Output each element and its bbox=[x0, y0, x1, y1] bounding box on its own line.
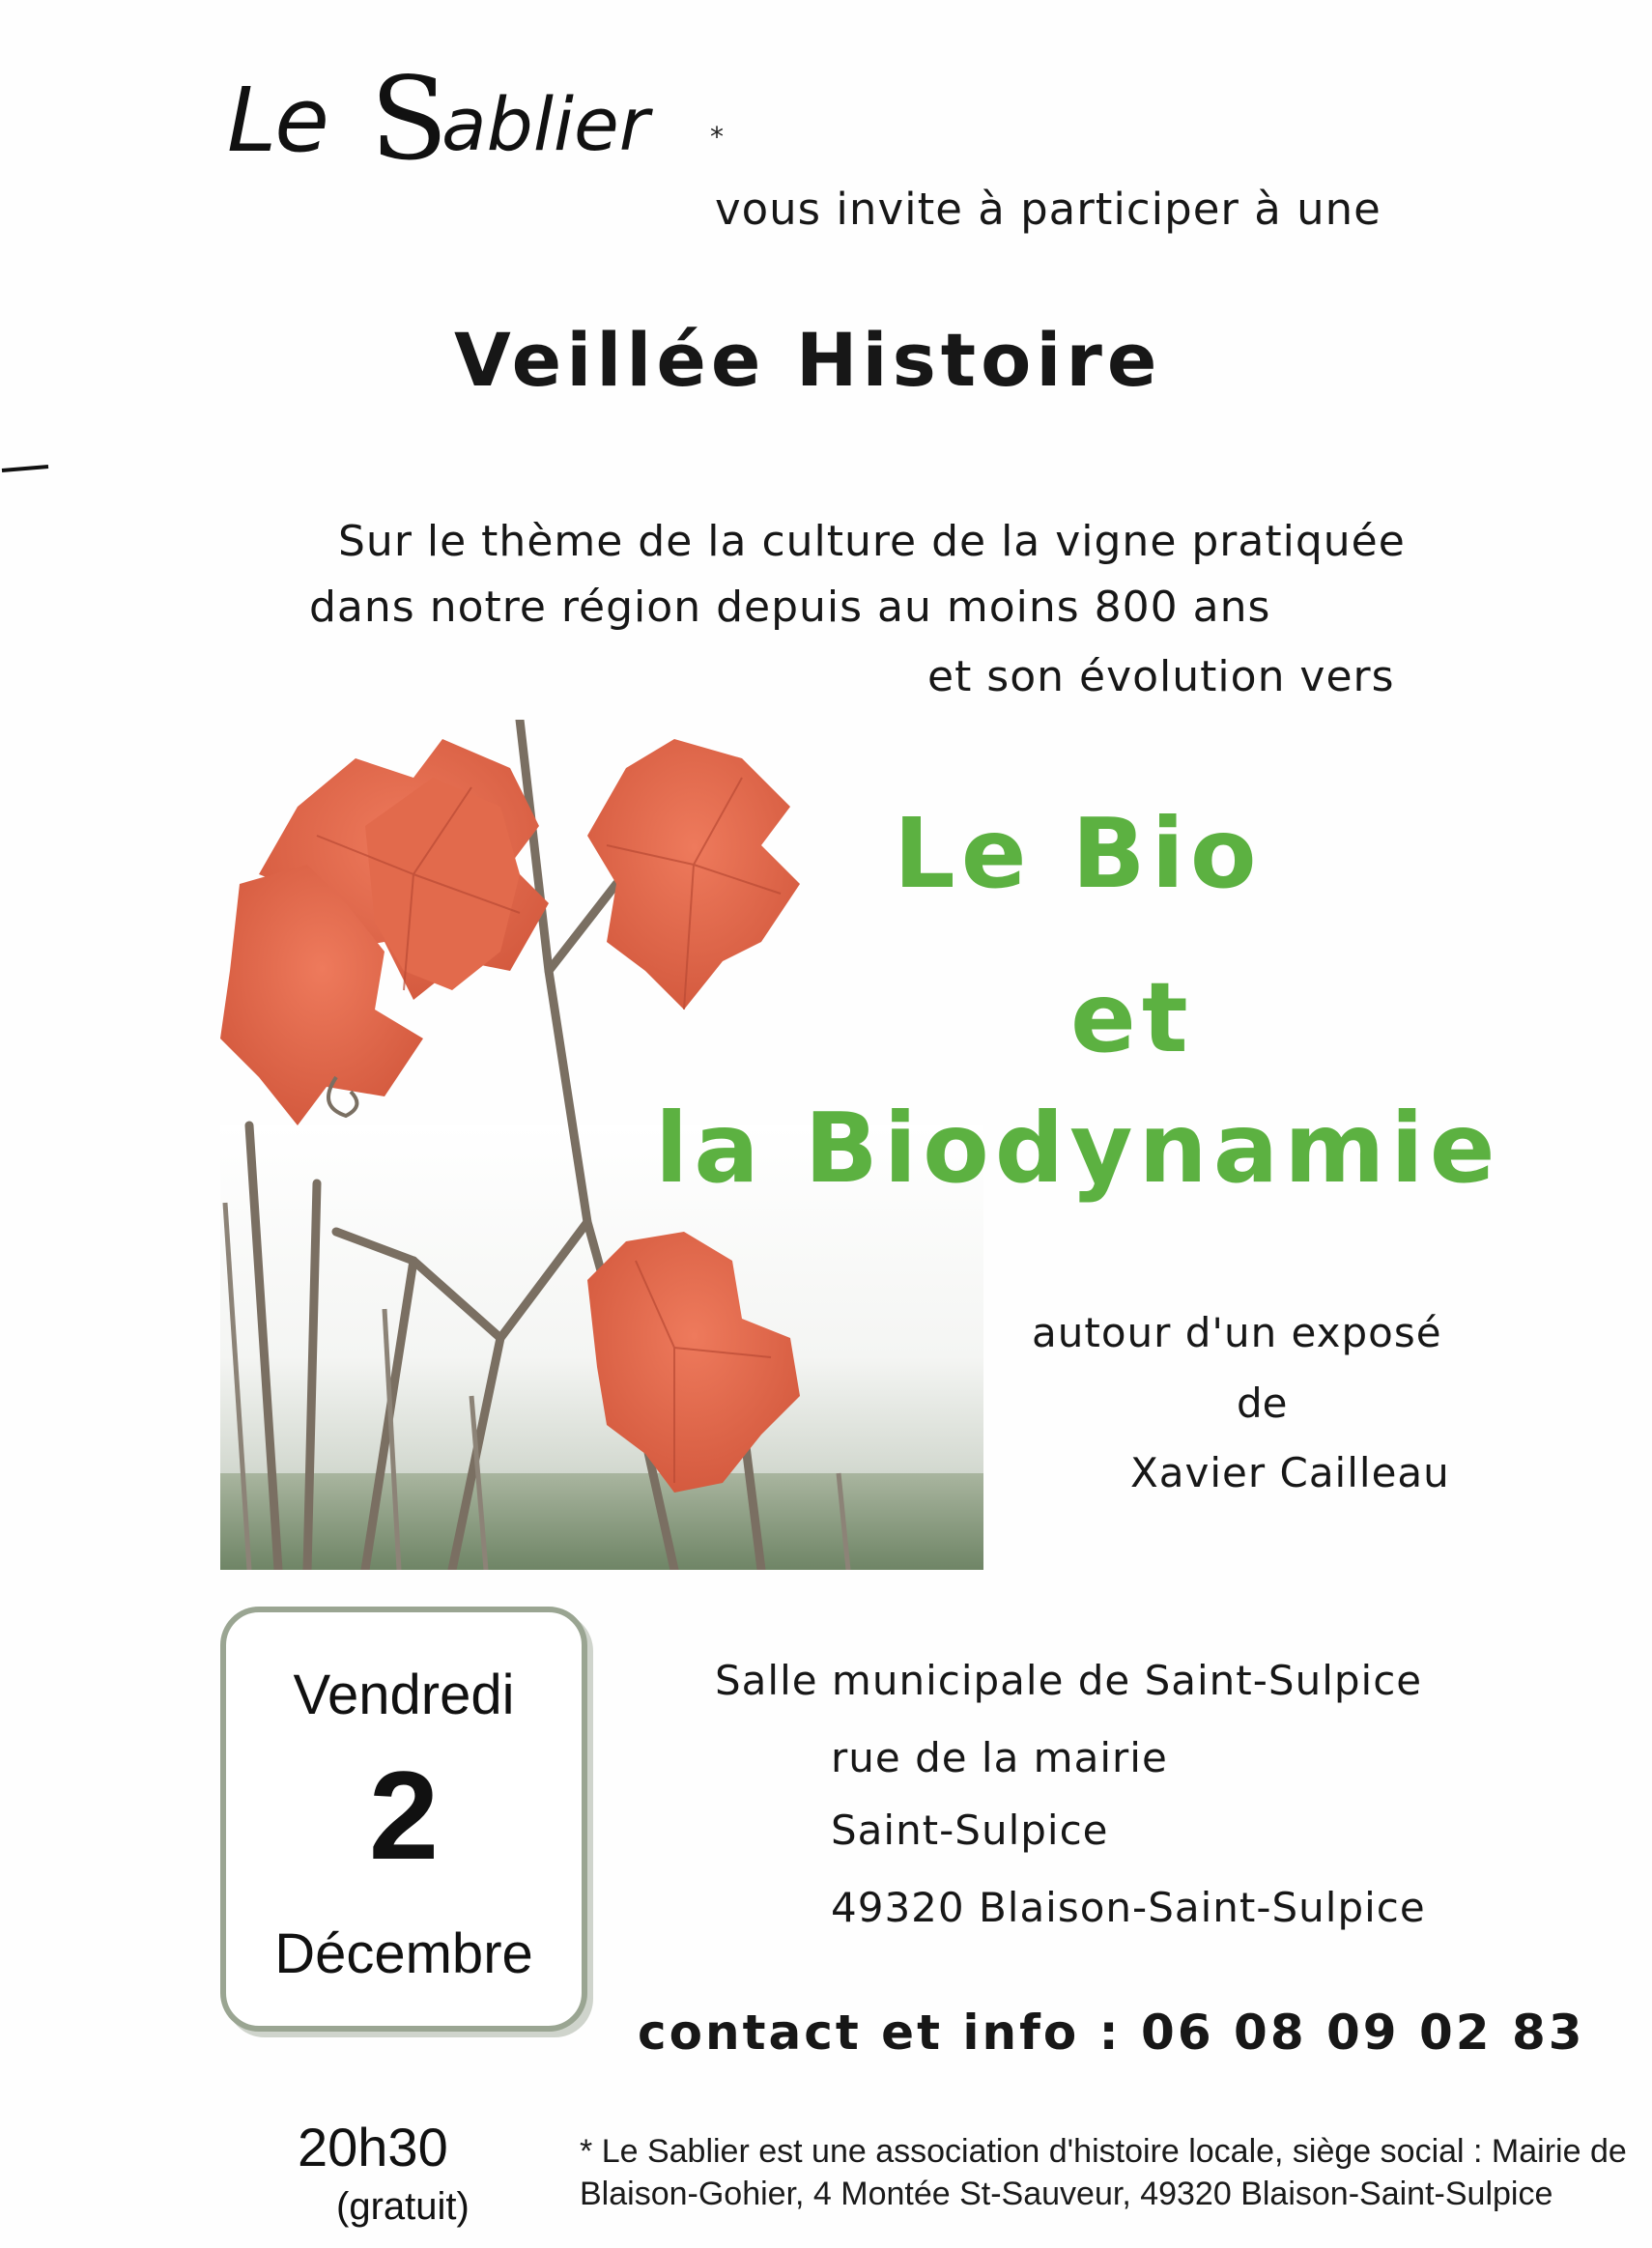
footnote-asterisk: * bbox=[580, 2133, 602, 2170]
date-month: Décembre bbox=[274, 1922, 533, 1985]
headline-line-2: et bbox=[1070, 961, 1194, 1074]
talk-line-1: autour d'un exposé bbox=[1032, 1309, 1442, 1356]
date-box bbox=[220, 1607, 587, 2032]
logo-s: S bbox=[370, 52, 448, 185]
date-weekday: Vendredi bbox=[293, 1664, 515, 1726]
talk-line-2: de bbox=[1237, 1380, 1288, 1427]
contact-phone: contact et info : 06 08 09 02 83 bbox=[638, 2005, 1585, 2061]
le-sablier-logo bbox=[227, 52, 768, 185]
venue-locality: Saint-Sulpice bbox=[831, 1807, 1109, 1854]
logo-asterisk: * bbox=[710, 121, 724, 153]
headline-line-3: la Biodynamie bbox=[655, 1092, 1501, 1205]
theme-line-2: dans notre région depuis au moins 800 ans bbox=[309, 583, 1271, 632]
footnote bbox=[580, 2130, 1633, 2215]
speaker-name: Xavier Cailleau bbox=[1130, 1449, 1450, 1496]
event-price: (gratuit) bbox=[336, 2185, 470, 2228]
headline-line-1: Le Bio bbox=[894, 797, 1263, 910]
venue-city: 49320 Blaison-Saint-Sulpice bbox=[831, 1884, 1426, 1931]
venue-name: Salle municipale de Saint-Sulpice bbox=[715, 1657, 1423, 1704]
footnote-text: Le Sablier est une association d'histoire locale, siège social : Mairie de Blaison-Gohier, 4 Montée St-Sauveur, 49320 Blaison-Saint-Sulpice bbox=[580, 2133, 1627, 2212]
logo-ablier: ablier bbox=[441, 81, 650, 167]
logo-le: Le bbox=[227, 69, 328, 172]
invitation-text: vous invite à participer à une bbox=[715, 184, 1381, 235]
date-day: 2 bbox=[368, 1745, 440, 1886]
venue-street: rue de la mairie bbox=[831, 1734, 1168, 1781]
scan-mark bbox=[0, 459, 58, 478]
theme-line-3: et son évolution vers bbox=[927, 652, 1395, 701]
theme-line-1: Sur le thème de la culture de la vigne pratiquée bbox=[338, 517, 1406, 566]
event-time: 20h30 bbox=[298, 2117, 448, 2177]
event-title: Veillée Histoire bbox=[454, 317, 1162, 403]
